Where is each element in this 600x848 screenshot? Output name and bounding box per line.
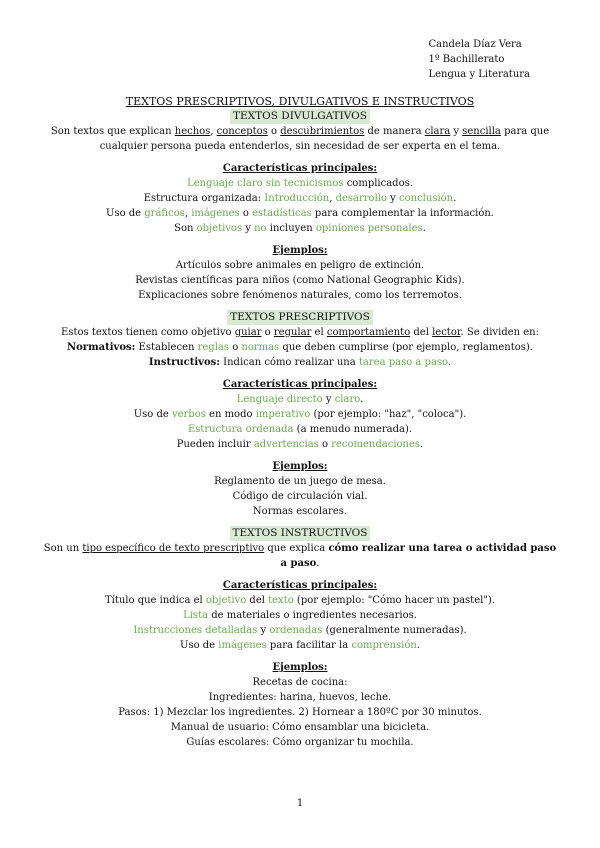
prescriptivos-feature: Lenguaje directo y claro. <box>236 394 364 405</box>
instructivos-example: Manual de usuario: Cómo ensamblar una bicicleta. <box>170 722 430 733</box>
subject-name: Lengua y Literatura <box>428 69 530 80</box>
instructivos-example: Guías escolares: Cómo organizar tu mochila. <box>186 737 414 748</box>
section-heading-divulgativos: TEXTOS DIVULGATIVOS <box>230 109 370 124</box>
instructivos-examples-heading: Ejemplos: <box>272 662 328 673</box>
instructivos-example: Ingredientes: harina, huevos, leche. <box>208 692 392 703</box>
prescriptivos-feature: Pueden incluir advertencias o recomendaciones. <box>176 439 424 450</box>
divulgativos-intro: Son textos que explican hechos, conceptos o descubrimientos de manera clara y sencilla para que cualquier persona pueda entenderlos, sin necesidad de ser experta en el tema. <box>50 126 550 152</box>
prescriptivos-intro: Estos textos tienen como objetivo guiar o regular el comportamiento del lector. Se dividen en: <box>61 327 539 338</box>
prescriptivos-example: Normas escolares. <box>252 506 348 517</box>
divulgativos-example: Artículos sobre animales en peligro de extinción. <box>175 260 425 271</box>
prescriptivos-example: Código de circulación vial. <box>232 491 368 502</box>
prescriptivos-feature: Uso de verbos en modo imperativo (por ejemplo: "haz", "coloca"). <box>133 409 467 420</box>
instructivos-example: Recetas de cocina: <box>252 677 348 688</box>
author-name: Candela Díaz Vera <box>428 39 522 50</box>
prescriptivos-examples-heading: Ejemplos: <box>272 461 328 472</box>
document-header <box>428 37 530 82</box>
prescriptivos-instructivos: Instructivos: Indican cómo realizar una tarea paso a paso. <box>148 357 452 368</box>
instructivos-feature: Instrucciones detalladas y ordenadas (generalmente numeradas). <box>133 625 467 636</box>
divulgativos-example: Revistas científicas para niños (como National Geographic Kids). <box>135 275 465 286</box>
divulgativos-feature: Son objetivos y no incluyen opiniones personales. <box>174 223 426 234</box>
instructivos-example: Pasos: 1) Mezclar los ingredientes. 2) Hornear a 180ºC por 30 minutos. <box>118 707 482 718</box>
instructivos-feature: Lista de materiales o ingredientes necesarios. <box>183 610 417 621</box>
instructivos-features-heading: Características principales: <box>222 580 378 591</box>
course-name: 1º Bachillerato <box>428 54 505 65</box>
instructivos-intro: Son un tipo específico de texto prescriptivo que explica cómo realizar una tarea o actividad paso a paso. <box>43 543 557 569</box>
section-heading-instructivos: TEXTOS INSTRUCTIVOS <box>230 526 371 541</box>
divulgativos-example: Explicaciones sobre fenómenos naturales, como los terremotos. <box>138 290 462 301</box>
prescriptivos-features-heading: Características principales: <box>222 379 378 390</box>
page-number: 1 <box>296 798 304 809</box>
divulgativos-features-heading: Características principales: <box>222 163 378 174</box>
instructivos-feature: Título que indica el objetivo del texto (por ejemplo: "Cómo hacer un pastel"). <box>104 595 495 606</box>
section-heading-prescriptivos: TEXTOS PRESCRIPTIVOS <box>227 310 373 325</box>
document-body <box>40 94 560 750</box>
instructivos-feature: Uso de imágenes para facilitar la comprensión. <box>180 640 420 651</box>
divulgativos-feature: Estructura organizada: Introducción, desarrollo y conclusión. <box>143 193 457 204</box>
prescriptivos-example: Reglamento de un juego de mesa. <box>214 476 386 487</box>
prescriptivos-normativos: Normativos: Establecen reglas o normas que deben cumplirse (por ejemplo, reglamentos). <box>67 342 533 353</box>
prescriptivos-feature: Estructura ordenada (a menudo numerada). <box>187 424 413 435</box>
document-title: TEXTOS PRESCRIPTIVOS, DIVULGATIVOS E INSTRUCTIVOS <box>125 95 475 108</box>
divulgativos-feature: Lenguaje claro sin tecnicismos complicados. <box>187 178 413 189</box>
divulgativos-examples-heading: Ejemplos: <box>272 245 328 256</box>
divulgativos-feature: Uso de gráficos, imágenes o estadísticas para complementar la información. <box>106 208 494 219</box>
